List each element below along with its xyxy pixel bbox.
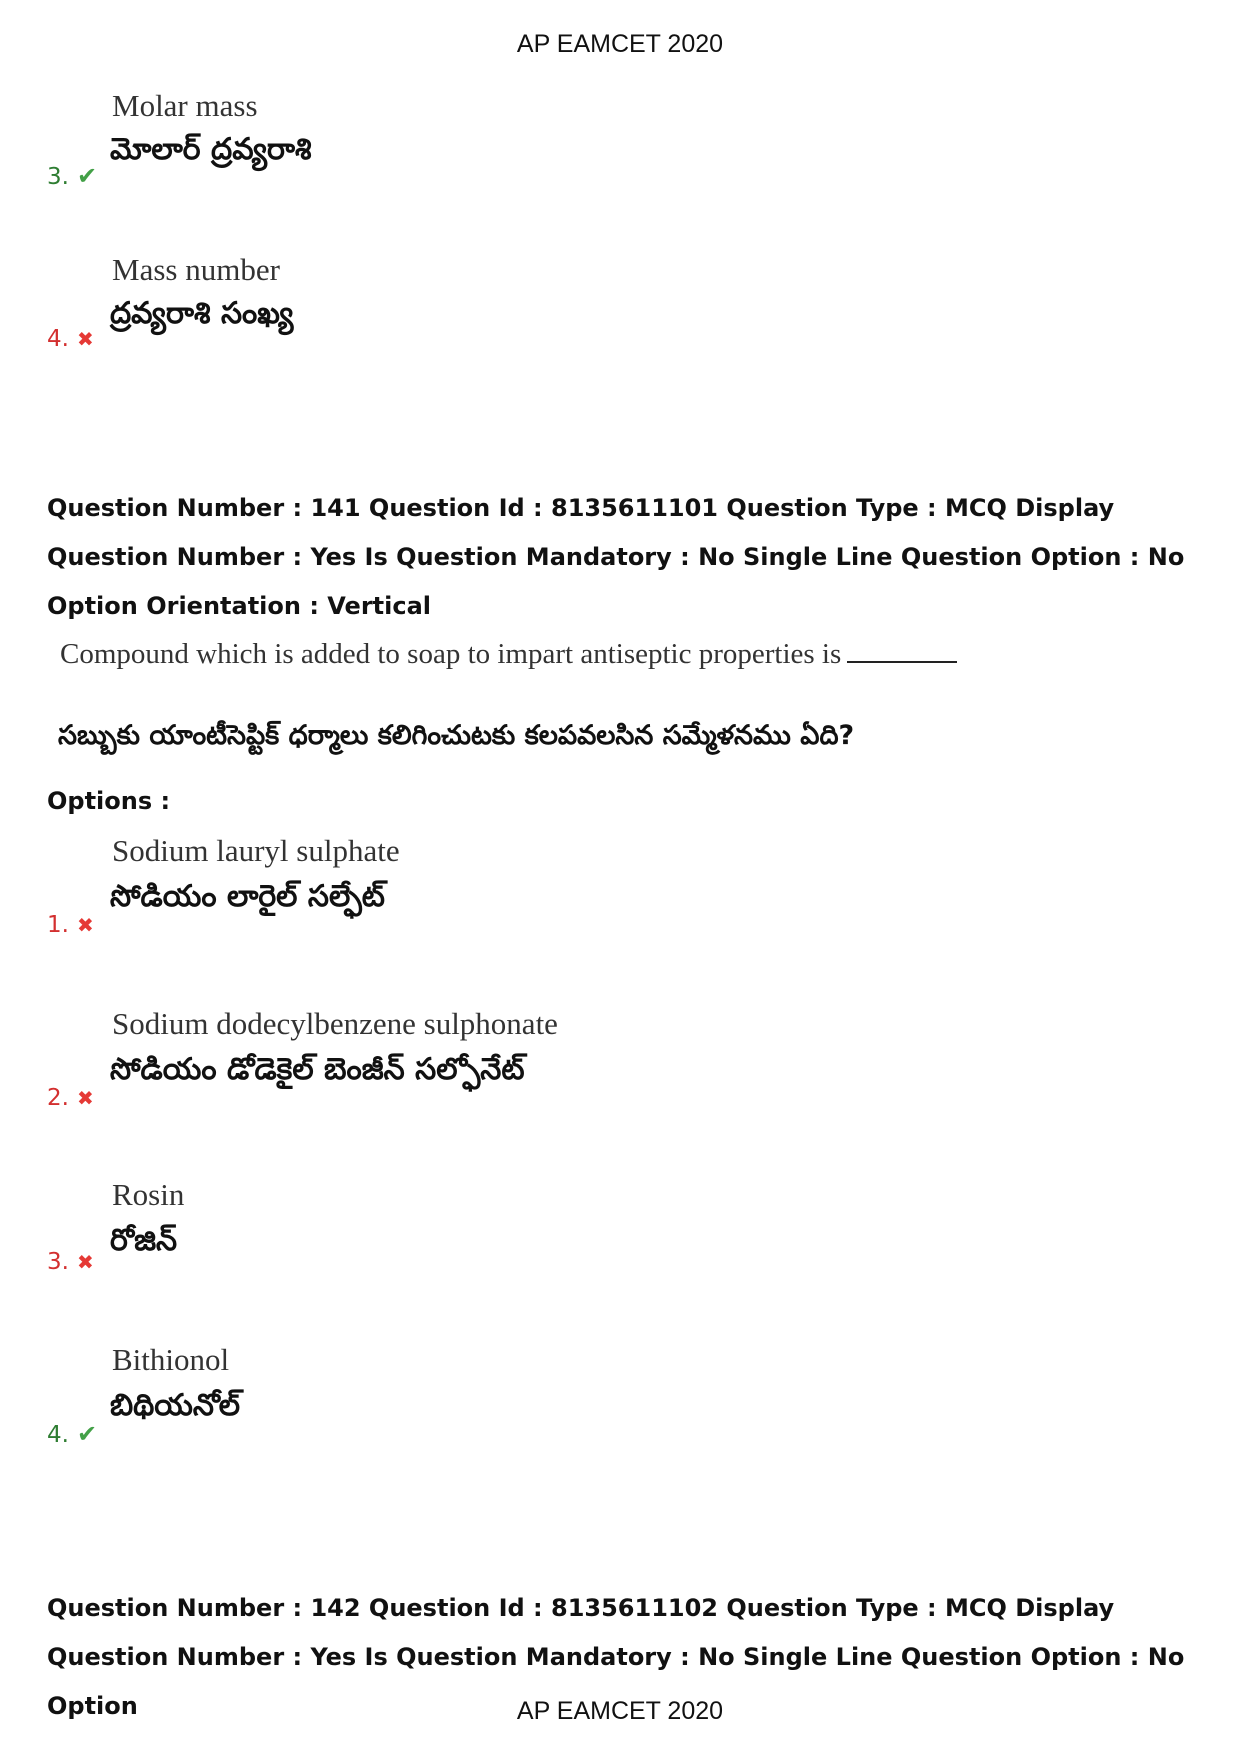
option-text-te: సోడియం డోడెకైల్ బెంజీన్ సల్ఫోనేట్ <box>110 1052 525 1087</box>
option-text-en: Sodium lauryl sulphate <box>112 833 400 868</box>
page-footer: AP EAMCET 2020 <box>516 1697 724 1725</box>
question-text-en <box>60 638 957 671</box>
cross-icon: ✖ <box>76 1250 94 1274</box>
option-text-te: బిథియనోల్ <box>110 1388 241 1423</box>
option-text-te: మోలార్ ద్రవ్యరాశి <box>110 132 312 167</box>
option-number <box>47 1420 97 1448</box>
option-number-label: 2. <box>47 1085 69 1111</box>
option-number-label: 4. <box>47 1422 69 1448</box>
option-text-te: సోడియం లారైల్ సల్ఫేట్ <box>110 879 385 914</box>
question-141-meta: Question Number : 141 Question Id : 8135611101 Question Type : MCQ Display Question Number : Yes Is Question Mandatory : No Single Line Question Option : No Option Orientation : Vertical <box>47 494 1185 620</box>
option-number <box>47 326 94 352</box>
option-text-te: ద్రవ్యరాశి సంఖ్య <box>110 296 294 331</box>
option-number-label: 1. <box>47 912 69 938</box>
option-number-label: 3. <box>47 1249 69 1275</box>
check-icon: ✔ <box>76 1420 98 1448</box>
option-text-en: Mass number <box>112 252 280 287</box>
option-number <box>47 1249 94 1275</box>
option-text-te: రోజిన్ <box>110 1223 178 1258</box>
option-text-en: Rosin <box>112 1177 185 1212</box>
page-header: AP EAMCET 2020 <box>516 30 724 58</box>
options-label: Options : <box>47 787 171 815</box>
cross-icon: ✖ <box>76 1086 94 1110</box>
option-number <box>47 912 94 938</box>
option-number <box>47 1085 94 1111</box>
option-text-en: Molar mass <box>112 88 258 123</box>
option-number-label: 3. <box>47 164 69 190</box>
cross-icon: ✖ <box>76 327 94 351</box>
question-text-en-label: Compound which is added to soap to impart antiseptic properties is <box>60 638 842 670</box>
answer-blank <box>847 661 957 663</box>
option-number-label: 4. <box>47 326 69 352</box>
option-number <box>47 162 97 190</box>
question-142-meta: Question Number : 142 Question Id : 8135611102 Question Type : MCQ Display Question Number : Yes Is Question Mandatory : No Single Line Question Option : No Option <box>47 1594 1185 1720</box>
option-text-en: Sodium dodecylbenzene sulphonate <box>112 1006 558 1041</box>
question-text-te: సబ్బుకు యాంటీసెప్టిక్ ధర్మాలు కలిగించుటకు కలపవలసిన సమ్మేళనము ఏది? <box>58 720 855 751</box>
option-text-en: Bithionol <box>112 1342 230 1377</box>
cross-icon: ✖ <box>76 913 94 937</box>
check-icon: ✔ <box>76 162 98 190</box>
